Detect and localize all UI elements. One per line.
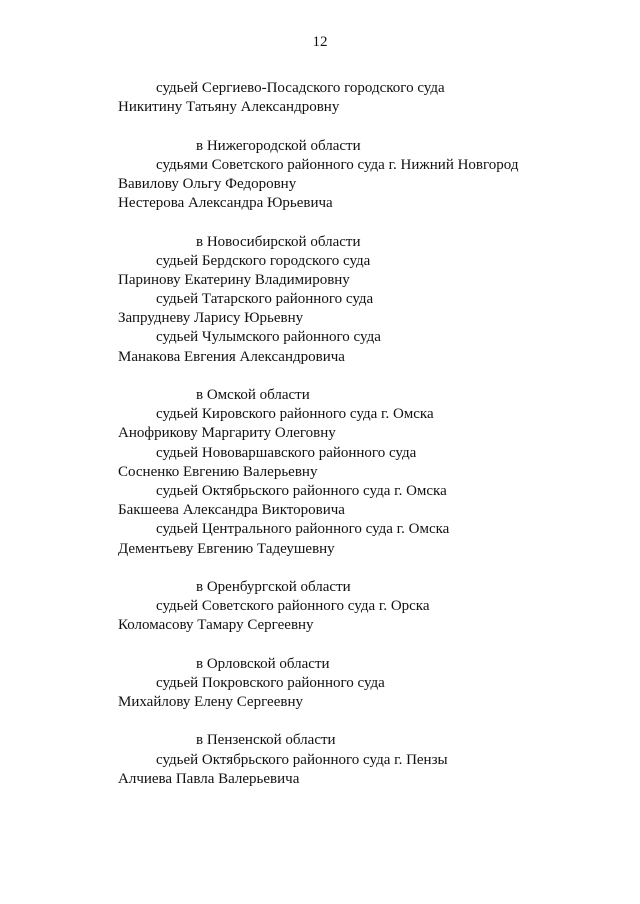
court-line: судьей Октябрьского районного суда г. Пензы bbox=[156, 751, 448, 768]
court-line: судьей Чулымского районного суда bbox=[156, 329, 381, 346]
paragraph-gap bbox=[0, 213, 640, 232]
judge-name: Запрудневу Ларису Юрьевну bbox=[118, 310, 304, 327]
court-line: судьей Сергиево-Посадского городского суда bbox=[156, 80, 445, 96]
paragraph-gap bbox=[0, 635, 640, 654]
paragraph-gap bbox=[0, 117, 640, 136]
region-heading: в Новосибирской области bbox=[196, 233, 361, 250]
court-line: судьей Октябрьского районного суда г. Омска bbox=[156, 482, 447, 499]
region-heading: в Пензенской области bbox=[196, 732, 336, 749]
judge-name: Сосненко Евгению Валерьевну bbox=[118, 463, 318, 480]
court-line: судьями Советского районного суда г. Нижний Новгород bbox=[156, 156, 519, 173]
page-number: 12 bbox=[312, 34, 328, 50]
judge-name: Михайлову Елену Сергеевну bbox=[118, 694, 303, 710]
paragraph-gap bbox=[0, 367, 640, 386]
judge-name: Нестерова Александра Юрьевича bbox=[118, 195, 333, 212]
judge-name: Анофрикову Маргариту Олеговну bbox=[118, 425, 336, 442]
judge-name: Манакова Евгения Александровича bbox=[118, 348, 345, 365]
paragraph-gap bbox=[0, 559, 640, 578]
region-heading: в Оренбургской области bbox=[196, 578, 351, 595]
region-heading: в Нижегородской области bbox=[196, 137, 361, 154]
judge-name: Дементьеву Евгению Тадеушевну bbox=[118, 540, 335, 557]
court-line: судьей Советского районного суда г. Орска bbox=[156, 598, 430, 615]
court-line: судьей Центрального районного суда г. Омска bbox=[156, 521, 450, 538]
region-heading: в Омской области bbox=[196, 387, 310, 403]
judge-name: Коломасову Тамару Сергеевну bbox=[118, 617, 314, 634]
court-line: судьей Татарского районного суда bbox=[156, 291, 374, 308]
paragraph-gap bbox=[0, 712, 640, 731]
court-line: судьей Покровского районного суда bbox=[156, 674, 385, 691]
judge-name: Никитину Татьяну Александровну bbox=[118, 99, 340, 116]
judge-name: Вавилову Ольгу Федоровну bbox=[118, 175, 297, 192]
judge-name: Бакшеева Александра Викторовича bbox=[118, 502, 345, 519]
court-line: судьей Нововаршавского районного суда bbox=[156, 444, 417, 461]
judge-name: Паринову Екатерину Владимировну bbox=[118, 271, 350, 288]
judge-name: Алчиева Павла Валерьевича bbox=[118, 770, 300, 787]
document-body bbox=[0, 79, 640, 789]
region-heading: в Орловской области bbox=[196, 655, 330, 672]
court-line: судьей Кировского районного суда г. Омска bbox=[156, 406, 434, 423]
court-line: судьей Бердского городского суда bbox=[156, 252, 371, 269]
